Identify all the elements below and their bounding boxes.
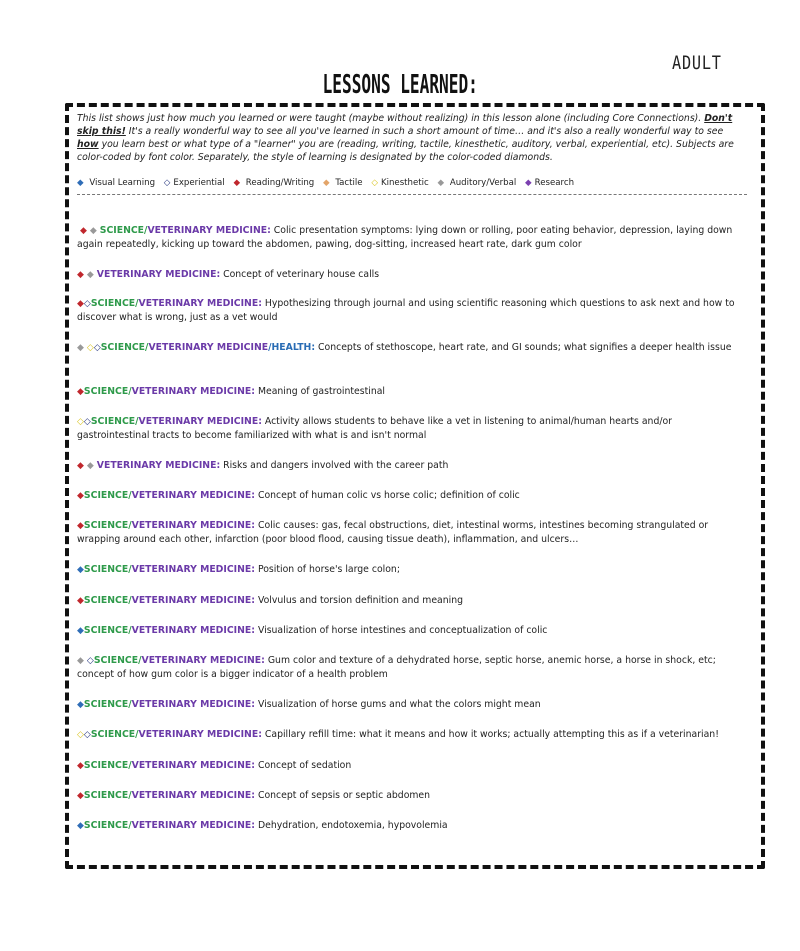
subject-vet: VETERINARY MEDICINE [131, 820, 252, 831]
lesson-text: Colic presentation symptoms: lying down or rolling, poor eating behavior, depression, laying down again repeatedly, kicking up toward the abdomen, pawing, dog-sitting, increased heart rate, dark gum color [77, 225, 733, 250]
subject-slash: / [135, 729, 139, 740]
diamond-kinesthetic-icon: ◇ [77, 730, 84, 740]
dashed-divider [77, 194, 747, 195]
diamond-experiential-icon: ◇ [83, 299, 91, 309]
subject-science: SCIENCE [83, 564, 129, 575]
legend-reading [233, 178, 317, 188]
subject-slash: / [128, 595, 132, 606]
lesson-text: Concept of sepsis or septic abdomen [255, 790, 431, 801]
subject-science: SCIENCE [83, 520, 129, 531]
learning-style-legend [77, 177, 747, 190]
list-item [77, 563, 745, 577]
intro-part-1: This list shows just how much you learned or were taught (maybe without realizing) in this lesson alone (including Core Connections). [77, 113, 705, 124]
subject-slash: / [135, 298, 139, 309]
lesson-text: Hypothesizing through journal and using scientific reasoning which questions to ask next and how to discover what is wrong, just as a vet would [77, 298, 735, 323]
subject-vet: VETERINARY MEDICINE [138, 298, 259, 309]
subject-vet: VETERINARY MEDICINE [96, 460, 217, 471]
diamond-research-icon: ◆ [525, 178, 532, 188]
subject-slash: / [144, 225, 148, 236]
subject-colon: : [251, 520, 255, 531]
subject-colon: : [251, 490, 255, 501]
diamond-visual-icon: ◆ [77, 178, 84, 188]
subject-colon: : [258, 729, 262, 740]
subject-science: SCIENCE [90, 416, 136, 427]
subject-slash: / [128, 820, 132, 831]
list-item [77, 698, 745, 712]
subject-science: SCIENCE [93, 655, 139, 666]
intro-emphasis-1: Don't skip this! [77, 113, 733, 137]
diamond-auditory-icon: ◆ [89, 226, 97, 236]
subject-science: SCIENCE [83, 625, 129, 636]
diamond-kinesthetic-icon: ◇ [86, 343, 94, 353]
lesson-text: Activity allows students to behave like a vet in listening to animal/human hearts and/or gastrointestinal tracts to become familiarized with what is and isn't normal [77, 416, 672, 441]
diamond-auditory-icon: ◆ [77, 656, 84, 666]
diamond-visual-icon: ◆ [77, 626, 84, 636]
subject-vet: VETERINARY MEDICINE [138, 416, 259, 427]
subject-vet: VETERINARY MEDICINE [131, 760, 252, 771]
diamond-experiential-icon: ◇ [83, 417, 91, 427]
subject-colon: : [261, 655, 265, 666]
intro-emphasis-2: how [77, 139, 99, 150]
diamond-reading-icon: ◆ [77, 596, 84, 606]
subject-slash: / [128, 699, 132, 710]
legend-tactile [323, 178, 366, 188]
legend-label: Reading/Writing [245, 178, 315, 188]
lesson-text: Concept of human colic vs horse colic; definition of colic [255, 490, 520, 501]
subject-slash: / [128, 790, 132, 801]
subject-colon: : [251, 625, 255, 636]
subject-vet: VETERINARY MEDICINE [131, 520, 252, 531]
lesson-text: Dehydration, endotoxemia, hypovolemia [255, 820, 448, 831]
subject-science: SCIENCE [83, 760, 129, 771]
legend-auditory [438, 178, 520, 188]
subject-science: SCIENCE [83, 790, 129, 801]
diamond-reading-icon: ◆ [77, 299, 84, 309]
list-item [77, 519, 745, 546]
legend-label: Kinesthetic [380, 178, 429, 188]
diamond-experiential-icon: ◇ [93, 343, 101, 353]
audience-label: ADULT [672, 52, 722, 74]
diamond-reading-icon: ◆ [77, 461, 84, 471]
legend-label: Tactile [335, 178, 363, 188]
lesson-text: Position of horse's large colon; [255, 564, 400, 575]
list-item [77, 728, 745, 742]
subject-vet: VETERINARY MEDICINE [131, 595, 252, 606]
diamond-reading-icon: ◆ [233, 178, 241, 188]
lesson-text: Meaning of gastrointestinal [255, 386, 386, 397]
diamond-visual-icon: ◆ [77, 700, 84, 710]
diamond-experiential-icon: ◇ [163, 178, 171, 188]
list-item [77, 594, 745, 608]
subject-slash: / [135, 416, 139, 427]
list-item [77, 819, 745, 833]
subject-colon: : [267, 225, 271, 236]
diamond-auditory-icon: ◆ [86, 270, 94, 280]
lessons-content [77, 112, 747, 195]
lesson-text: Risks and dangers involved with the career path [220, 460, 449, 471]
legend-label: Visual Learning [89, 178, 156, 188]
list-item [77, 759, 745, 773]
diamond-auditory-icon: ◆ [77, 343, 84, 353]
subject-science: SCIENCE [90, 729, 136, 740]
page-title-text: LESSONS LEARNED: [322, 70, 478, 100]
subject-vet: VETERINARY MEDICINE [131, 699, 252, 710]
subject-slash: / [128, 490, 132, 501]
diamond-kinesthetic-icon: ◇ [77, 417, 84, 427]
subject-slash: / [128, 386, 132, 397]
subject-slash: / [128, 564, 132, 575]
list-item [77, 341, 745, 355]
subject-science: SCIENCE [83, 820, 129, 831]
subject-colon: : [258, 416, 262, 427]
lesson-text: Visualization of horse intestines and conceptualization of colic [255, 625, 548, 636]
subject-slash: / [145, 342, 149, 353]
list-item [77, 459, 745, 473]
diamond-reading-icon: ◆ [79, 226, 87, 236]
page-title [0, 70, 800, 100]
diamond-reading-icon: ◆ [77, 387, 84, 397]
legend-visual [77, 178, 158, 188]
subject-vet: VETERINARY MEDICINE [148, 342, 269, 353]
diamond-auditory-icon: ◆ [437, 178, 445, 188]
diamond-kinesthetic-icon: ◇ [371, 178, 378, 188]
legend-research [525, 178, 577, 188]
subject-colon: : [251, 820, 255, 831]
subject-science: SCIENCE [100, 342, 146, 353]
subject-slash: / [128, 520, 132, 531]
subject-science: SCIENCE [99, 225, 145, 236]
subject-vet: VETERINARY MEDICINE [141, 655, 262, 666]
list-item [77, 268, 745, 282]
subject-colon: : [216, 460, 221, 471]
subject-science: SCIENCE [83, 490, 129, 501]
subject-colon: : [311, 342, 316, 353]
legend-label: Experiential [173, 178, 225, 188]
intro-part-2: It's a really wonderful way to see all you've learned in such a short amount of time… and it's also a really wonderful way to see [125, 126, 724, 137]
lesson-text: Concept of sedation [255, 760, 352, 771]
lesson-text: Capillary refill time: what it means and how it works; actually attempting this as if a veterinarian! [261, 729, 719, 740]
diamond-experiential-icon: ◇ [83, 730, 91, 740]
legend-kinesthetic [371, 178, 431, 188]
intro-paragraph [77, 112, 747, 164]
subject-vet: VETERINARY MEDICINE [147, 225, 268, 236]
legend-label: Research [534, 178, 575, 188]
subject-slash: / [268, 342, 272, 353]
subject-vet: VETERINARY MEDICINE [131, 625, 252, 636]
diamond-visual-icon: ◆ [77, 821, 84, 831]
list-item [77, 224, 745, 251]
diamond-reading-icon: ◆ [77, 791, 84, 801]
subject-slash: / [138, 655, 142, 666]
list-item [77, 654, 745, 681]
subject-vet: VETERINARY MEDICINE [138, 729, 259, 740]
list-item [77, 415, 745, 442]
diamond-auditory-icon: ◆ [86, 461, 94, 471]
diamond-reading-icon: ◆ [77, 491, 84, 501]
diamond-visual-icon: ◆ [77, 565, 84, 575]
diamond-reading-icon: ◆ [77, 761, 84, 771]
subject-slash: / [128, 625, 132, 636]
list-item [77, 297, 745, 324]
lesson-text: Concepts of stethoscope, heart rate, and GI sounds; what signifies a deeper health issue [315, 342, 732, 353]
legend-label: Auditory/Verbal [449, 178, 517, 188]
lesson-text: Gum color and texture of a dehydrated horse, septic horse, anemic horse, a horse in shock, etc; concept of how gum color is a bigger indicator of a health problem [77, 655, 716, 680]
intro-part-3: you learn best or what type of a "learner" you are (reading, writing, tactile, kinesthetic, auditory, verbal, experiential, etc). Subjects are color-coded by font color. Separately, the style of learning is designated by the color-coded diamonds. [77, 139, 734, 163]
subject-vet: VETERINARY MEDICINE [96, 269, 217, 280]
subject-colon: : [251, 760, 255, 771]
diamond-reading-icon: ◆ [77, 270, 84, 280]
lesson-text: Visualization of horse gums and what the colors might mean [255, 699, 541, 710]
subject-colon: : [251, 386, 255, 397]
subject-colon: : [258, 298, 262, 309]
subject-science: SCIENCE [90, 298, 136, 309]
subject-vet: VETERINARY MEDICINE [131, 564, 252, 575]
legend-experiential [164, 178, 228, 188]
dashed-frame [65, 103, 765, 869]
diamond-reading-icon: ◆ [77, 521, 84, 531]
lesson-text: Colic causes: gas, fecal obstructions, diet, intestinal worms, intestines becoming strangulated or wrapping around each other, infarction (poor blood flood, causing tissue death), inflammation, and ulcers… [77, 520, 709, 545]
diamond-tactile-icon: ◆ [323, 178, 330, 188]
subject-vet: VETERINARY MEDICINE [131, 386, 252, 397]
diamond-experiential-icon: ◇ [86, 656, 94, 666]
subject-vet: VETERINARY MEDICINE [131, 790, 252, 801]
subject-health: HEALTH [271, 342, 312, 353]
subject-science: SCIENCE [83, 699, 129, 710]
lesson-text: Volvulus and torsion definition and meaning [255, 595, 463, 606]
subject-slash: / [128, 760, 132, 771]
subject-colon: : [251, 790, 255, 801]
list-item [77, 489, 745, 503]
list-item [77, 789, 745, 803]
subject-science: SCIENCE [83, 595, 129, 606]
list-item [77, 624, 745, 638]
list-item [77, 385, 745, 399]
subject-colon: : [251, 564, 255, 575]
subject-colon: : [216, 269, 221, 280]
subject-colon: : [251, 699, 255, 710]
subject-vet: VETERINARY MEDICINE [131, 490, 252, 501]
subject-colon: : [251, 595, 255, 606]
subject-science: SCIENCE [83, 386, 129, 397]
lesson-text: Concept of veterinary house calls [220, 269, 380, 280]
